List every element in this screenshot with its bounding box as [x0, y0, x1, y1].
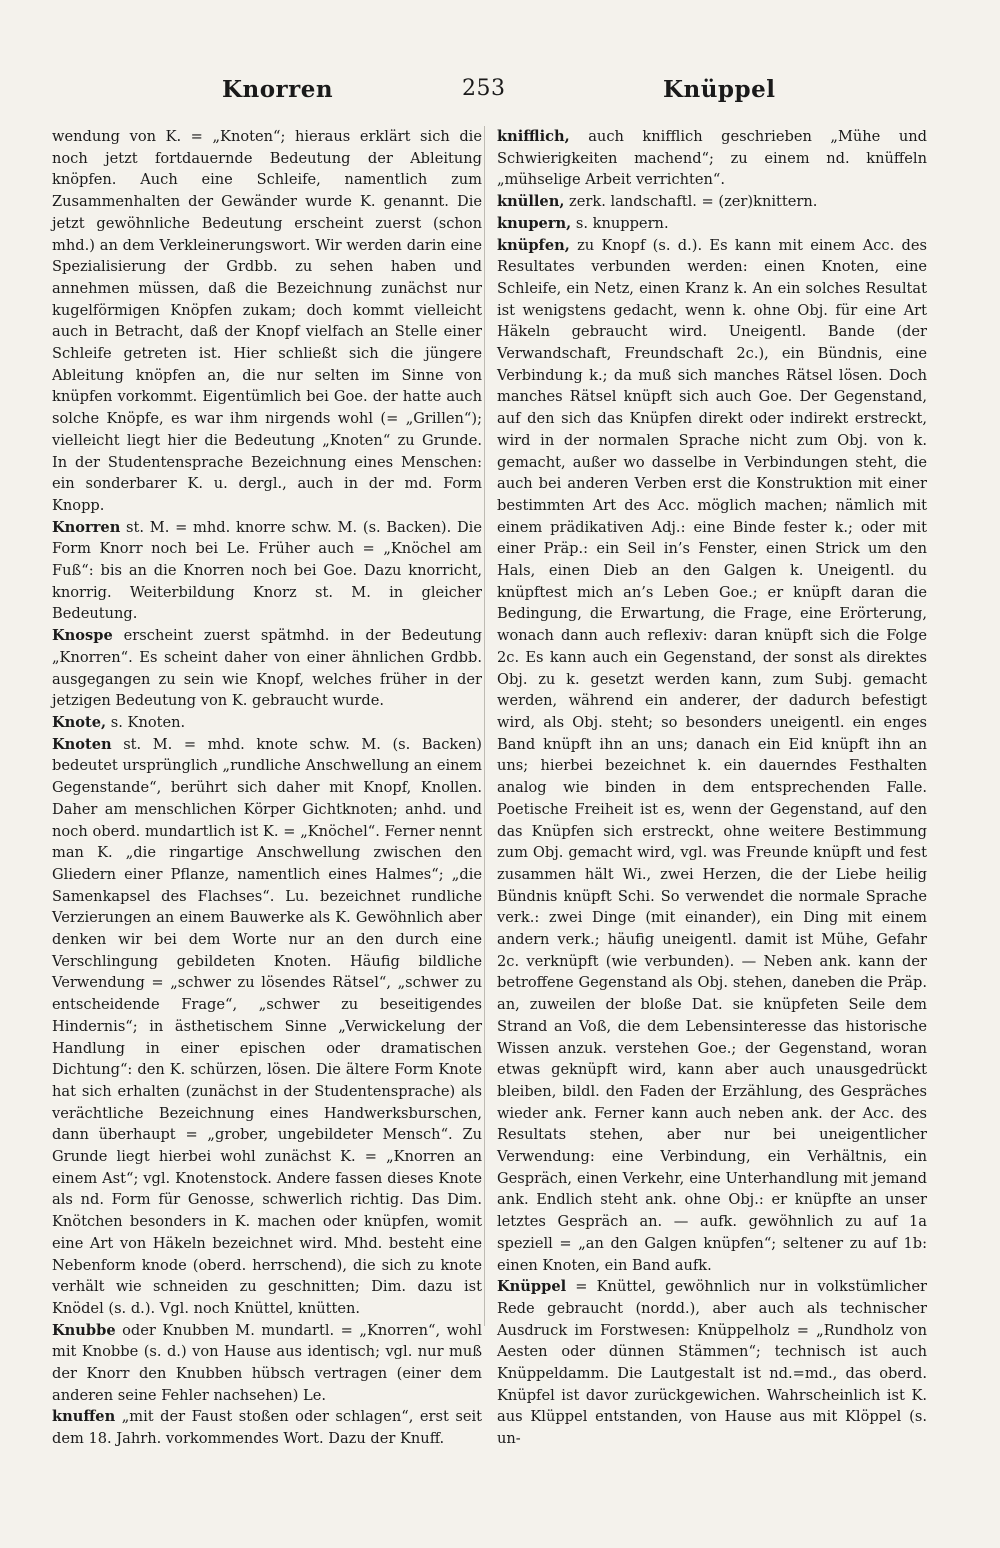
entry [52, 734, 482, 1320]
entry-text: s. Knoten. [106, 713, 186, 731]
page-number: 253 [462, 76, 506, 101]
entry-headword: knupern, [497, 214, 572, 232]
entry [52, 625, 482, 712]
entry-headword: Knospe [52, 627, 113, 645]
entry-text: zerk. landschaftl. = (zer)knittern. [564, 193, 818, 211]
entry [497, 1276, 927, 1450]
entry-headword: knifflich, [497, 128, 570, 145]
entry [497, 235, 927, 1277]
entry [52, 1406, 482, 1449]
page-header [0, 76, 1000, 108]
entry-text: = Knüttel, gewöhnlich nur in volkstümlicher Rede gebraucht (nordd.), aber auch als technischer Ausdruck im Forstwesen: Knüppelholz = „Rundholz von Aesten oder dünnen Stämmen“; technisch ist auch Knüppeldamm. Die Lautgestalt ist nd.=md., das oberd. Knüpfel ist davor zurückgewichen. Wahrscheinlich ist K. aus Klüppel entstanden, von Hause aus mit Klöppel (s. un- [497, 1278, 927, 1448]
entry-text: oder Knubben M. mundartl. = „Knorren“, wohl mit Knobbe (s. d.) von Hause aus identisch; vgl. nur muß der Knorr den Knubben hübsch vertragen (einer dem anderen seine Fehler nachsehen) Le. [52, 1321, 482, 1404]
entry-text: „mit der Faust stoßen oder schlagen“, erst seit dem 18. Jahrh. vorkommendes Wort. Dazu der Knuff. [52, 1408, 482, 1448]
entry-headword: knüpfen, [497, 236, 570, 254]
entry [52, 1320, 482, 1407]
column-divider [484, 126, 485, 1326]
entry [497, 213, 927, 235]
entry [497, 126, 927, 191]
entry-headword: Knote, [52, 713, 107, 731]
header-right-keyword: Knüppel [663, 76, 776, 103]
entry [52, 712, 482, 734]
header-left-keyword: Knorren [222, 76, 334, 103]
entry-text: auch knifflich geschrieben „Mühe und Schwierigkeiten machend“; zu einem nd. knüffeln „mühselige Arbeit verrichten“. [497, 128, 927, 189]
entry-headword: knüllen, [497, 193, 565, 211]
entry [52, 126, 482, 517]
entry-text: wendung von K. = „Knoten“; hieraus erklärt sich die noch jetzt fortdauernde Bedeutung der Ableitung knöpfen. Auch eine Schleife, namentlich zum Zusammenhalten der Gewänder wurde K. genannt. Die jetzt gewöhnliche Bedeutung erscheint zuerst (schon mhd.) an dem Verkleinerungswort. Wir werden darin eine Spezialisierung der Grdbb. zu sehen haben und annehmen müssen, daß die Bezeichnung zunächst nur kugelförmigen Knöpfen zukam; doch kommt vielleicht auch in Betracht, daß der Knopf vielfach an Stelle einer Schleife getreten ist. Hier schließt sich die jüngere Ableitung knöpfen an, die nur selten im Sinne von knüpfen vorkommt. Eigentümlich bei Goe. der hatte auch solche Knöpfe, es war ihm nirgends wohl (= „Grillen“); vielleicht liegt hier die Bedeutung „Knoten“ zu Grunde. In der Studentensprache Bezeichnung eines Menschen: ein sonderbarer K. u. dergl., auch in der md. Form Knopp. [52, 128, 482, 514]
entry [52, 517, 482, 626]
entry-text: s. knuppern. [571, 214, 669, 232]
right-column [497, 126, 927, 1448]
entry-headword: Knubbe [52, 1321, 116, 1339]
entry-text: zu Knopf (s. d.). Es kann mit einem Acc. des Resultates verbunden werden: einen Knoten, eine Schleife, ein Netz, einen Kranz k. An ein solches Resultat ist wenigstens gedacht, wenn k. ohne Obj. für eine Art Häkeln gebraucht wird. Uneigentl. Bande (der Verwandschaft, Freundschaft 2c.), ein Bündnis, eine Verbindung k.; da muß sich manches Rätsel lösen. Doch manches Rätsel knüpft sich auch Goe. Der Gegenstand, auf den sich das Knüpfen direkt oder indirekt erstreckt, wird in der normalen Sprache nicht zum Obj. von k. gemacht, außer wo dasselbe in Verbindungen steht, die auch bei anderen Verben erst die Konstruktion mit einer bestimmten Art des Acc. möglich machen; nämlich mit einem prädikativen Adj.: eine Binde fester k.; oder mit einer Präp.: ein Seil in’s Fenster, einen Strick um den Hals, einen Dieb an den Galgen k. Uneigentl. du knüpftest mich an’s Leben Goe.; er knüpft daran die Bedingung, die Erwartung, die Frage, eine Erörterung, wonach dann auch reflexiv: daran knüpft sich die Folge 2c. Es kann auch ein Gegenstand, der sonst als direktes Obj. zu k. gesetzt werden kann, zum Subj. gemacht werden, während ein anderer, der dadurch befestigt wird, als Obj. steht; so besonders uneigentl. ein enges Band knüpft ihn an uns; danach ein Eid knüpft ihn an uns; hierbei bezeichnet k. ein dauerndes Festhalten analog wie binden in dem entsprechenden Falle. Poetische Freiheit ist es, wenn der Gegenstand, auf den das Knüpfen sich erstreckt, ohne weitere Bestimmung zum Obj. gemacht wird, vgl. was Freunde knüpft und fest zusammen hält Wi., zwei Herzen, die der Liebe heilig Bündnis knüpft Schi. So verwendet die normale Sprache verk.: zwei Dinge (mit einander), ein Ding mit einem andern verk.; häufig uneigentl. damit ist Mühe, Gefahr 2c. verknüpft (wie verbunden). — Neben ank. kann der betroffene Gegenstand als Obj. stehen, daneben die Präp. an, zuweilen der bloße Dat. sie knüpfeten Seile dem Strand an Voß, die dem Lebensinteresse das historische Wissen anzuk. verstehen Goe.; der Gegenstand, woran etwas geknüpft wird, kann aber auch unausgedrückt bleiben, bildl. den Faden der Erzählung, des Gespräches wieder ank. Ferner kann auch neben ank. der Acc. des Resultats stehen, aber nur bei uneigentlicher Verwendung: eine Verbindung, ein Verhältnis, ein Gespräch, einen Verkehr, eine Unterhandlung mit jemand ank. Endlich steht ank. ohne Obj.: er knüpfte an unser letztes Gespräch an. — aufk. gewöhnlich zu auf 1a speziell = „an den Galgen knüpfen“; seltener zu auf 1b: einen Knoten, ein Band aufk. [497, 236, 927, 1274]
entry [497, 191, 927, 213]
entry-headword: Knoten [52, 735, 112, 753]
entry-headword: Knorren [52, 518, 121, 536]
entry-headword: Knüppel [497, 1278, 567, 1296]
entry-text: st. M. = mhd. knote schw. M. (s. Backen) bedeutet ursprünglich „rundliche Anschwellung an einem Gegenstande“, berührt sich daher mit Knopf, Knollen. Daher am menschlichen Körper Gichtknoten; anhd. und noch oberd. mundartlich ist K. = „Knöchel“. Ferner nennt man K. „die ringartige Anschwellung zwischen den Gliedern einer Pflanze, namentlich eines Halmes“; „die Samenkapsel des Flachses“. Lu. bezeichnet rundliche Verzierungen an einem Bauwerke als K. Gewöhnlich aber denken wir bei dem Worte nur an den durch eine Verschlingung gebildeten Knoten. Häufig bildliche Verwendung = „schwer zu lösendes Rätsel“, „schwer zu entscheidende Frage“, „schwer zu beseitigendes Hindernis“; in ästhetischem Sinne „Verwickelung der Handlung in einer epischen oder dramatischen Dichtung“: den K. schürzen, lösen. Die ältere Form Knote hat sich erhalten (zunächst in der Studentensprache) als verächtliche Bezeichnung eines Handwerksburschen, dann überhaupt = „grober, ungebildeter Mensch“. Zu Grunde liegt hierbei wohl zunächst K. = „Knorren an einem Ast“; vgl. Knotenstock. Andere fassen dieses Knote als nd. Form für Genosse, schwerlich richtig. Das Dim. Knötchen besonders in K. machen oder knüpfen, womit eine Art von Häkeln bezeichnet wird. Mhd. besteht eine Nebenform knode (oberd. herrschend), die sich zu knote verhält wie schneiden zu geschnitten; Dim. dazu ist Knödel (s. d.). Vgl. noch Knüttel, knütten. [52, 735, 482, 1317]
entry-text: erscheint zuerst spätmhd. in der Bedeutung „Knorren“. Es scheint daher von einer ähnlichen Grdbb. ausgegangen zu sein wie Knopf, welches früher in der jetzigen Bedeutung von K. gebraucht wurde. [52, 627, 482, 710]
entry-text: st. M. = mhd. knorre schw. M. (s. Backen). Die Form Knorr noch bei Le. Früher auch = „Knöchel am Fuß“: bis an die Knorren noch bei Goe. Dazu knorricht, knorrig. Weiterbildung Knorz st. M. in gleicher Bedeutung. [52, 518, 482, 623]
left-column [52, 126, 482, 1448]
entry-headword: knuffen [52, 1408, 116, 1426]
